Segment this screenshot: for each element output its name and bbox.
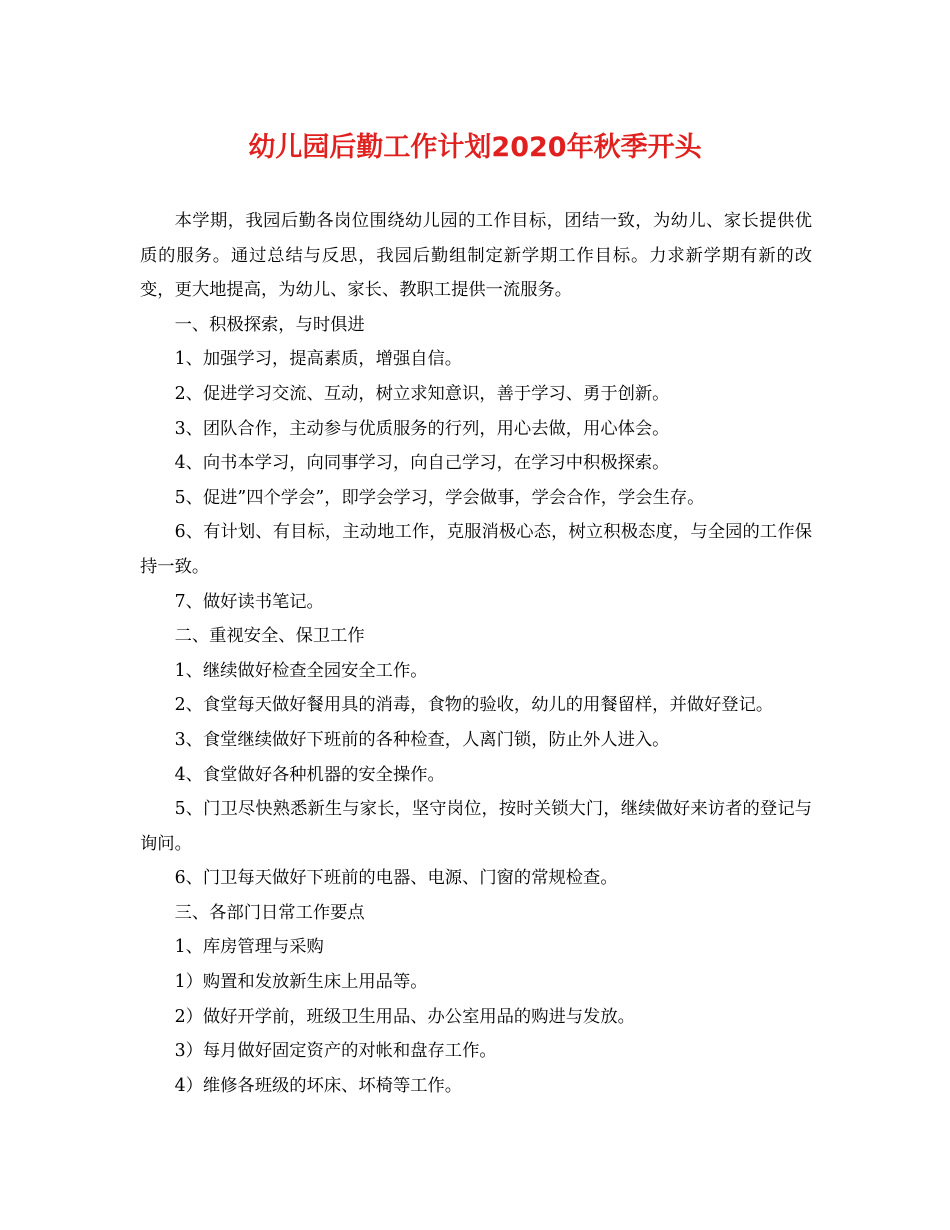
list-item: 4、向书本学习，向同事学习，向自己学习，在学习中积极探索。 xyxy=(174,453,670,474)
section-heading-2: 二、重视安全、保卫工作 xyxy=(174,626,365,647)
list-item: 1）购置和发放新生床上用品等。 xyxy=(174,972,428,993)
list-item: 6、门卫每天做好下班前的电器、电源、门窗的常规检查。 xyxy=(174,868,618,889)
list-item: 1、加强学习，提高素质，增强自信。 xyxy=(174,349,463,370)
list-item: 7、做好读书笔记。 xyxy=(174,591,324,612)
list-item: 2、促进学习交流、互动，树立求知意识，善于学习、勇于创新。 xyxy=(174,383,670,404)
list-item: 2）做好开学前，班级卫生用品、办公室用品的购进与发放。 xyxy=(174,1006,635,1027)
subsection-heading: 1、库房管理与采购 xyxy=(174,937,324,958)
section-heading-3: 三、各部门日常工作要点 xyxy=(174,902,365,923)
list-item: 4）维修各班级的坏床、坏椅等工作。 xyxy=(174,1075,463,1096)
list-item: 3、团队合作，主动参与优质服务的行列，用心去做，用心体会。 xyxy=(174,418,670,439)
section-heading-1: 一、积极探索，与时俱进 xyxy=(174,314,365,335)
paragraph-intro: 本学期，我园后勤各岗位围绕幼儿园的工作目标，团结一致，为幼儿、家长提供优质的服务。通过总结与反思，我园后勤组制定新学期工作目标。力求新学期有新的改变，更大地提高，为幼儿、家长、教职工提供一流服务。 xyxy=(140,211,812,301)
list-item: 5、门卫尽快熟悉新生与家长，坚守岗位，按时关锁大门，继续做好来访者的登记与询问。 xyxy=(140,799,812,854)
list-item: 6、有计划、有目标，主动地工作，克服消极心态，树立积极态度，与全园的工作保持一致。 xyxy=(140,522,812,577)
list-item: 3、食堂继续做好下班前的各种检查，人离门锁，防止外人进入。 xyxy=(174,729,670,750)
list-item: 4、食堂做好各种机器的安全操作。 xyxy=(174,764,445,785)
document-title: 幼儿园后勤工作计划2020年秋季开头 xyxy=(248,132,702,163)
document-body xyxy=(140,204,812,1103)
list-item: 1、继续做好检查全园安全工作。 xyxy=(174,660,428,681)
list-item: 2、食堂每天做好餐用具的消毒，食物的验收，幼儿的用餐留样，并做好登记。 xyxy=(174,695,774,716)
list-item: 5、促进”四个学会”，即学会学习，学会做事，学会合作，学会生存。 xyxy=(174,487,705,508)
list-item: 3）每月做好固定资产的对帐和盘存工作。 xyxy=(174,1041,497,1062)
